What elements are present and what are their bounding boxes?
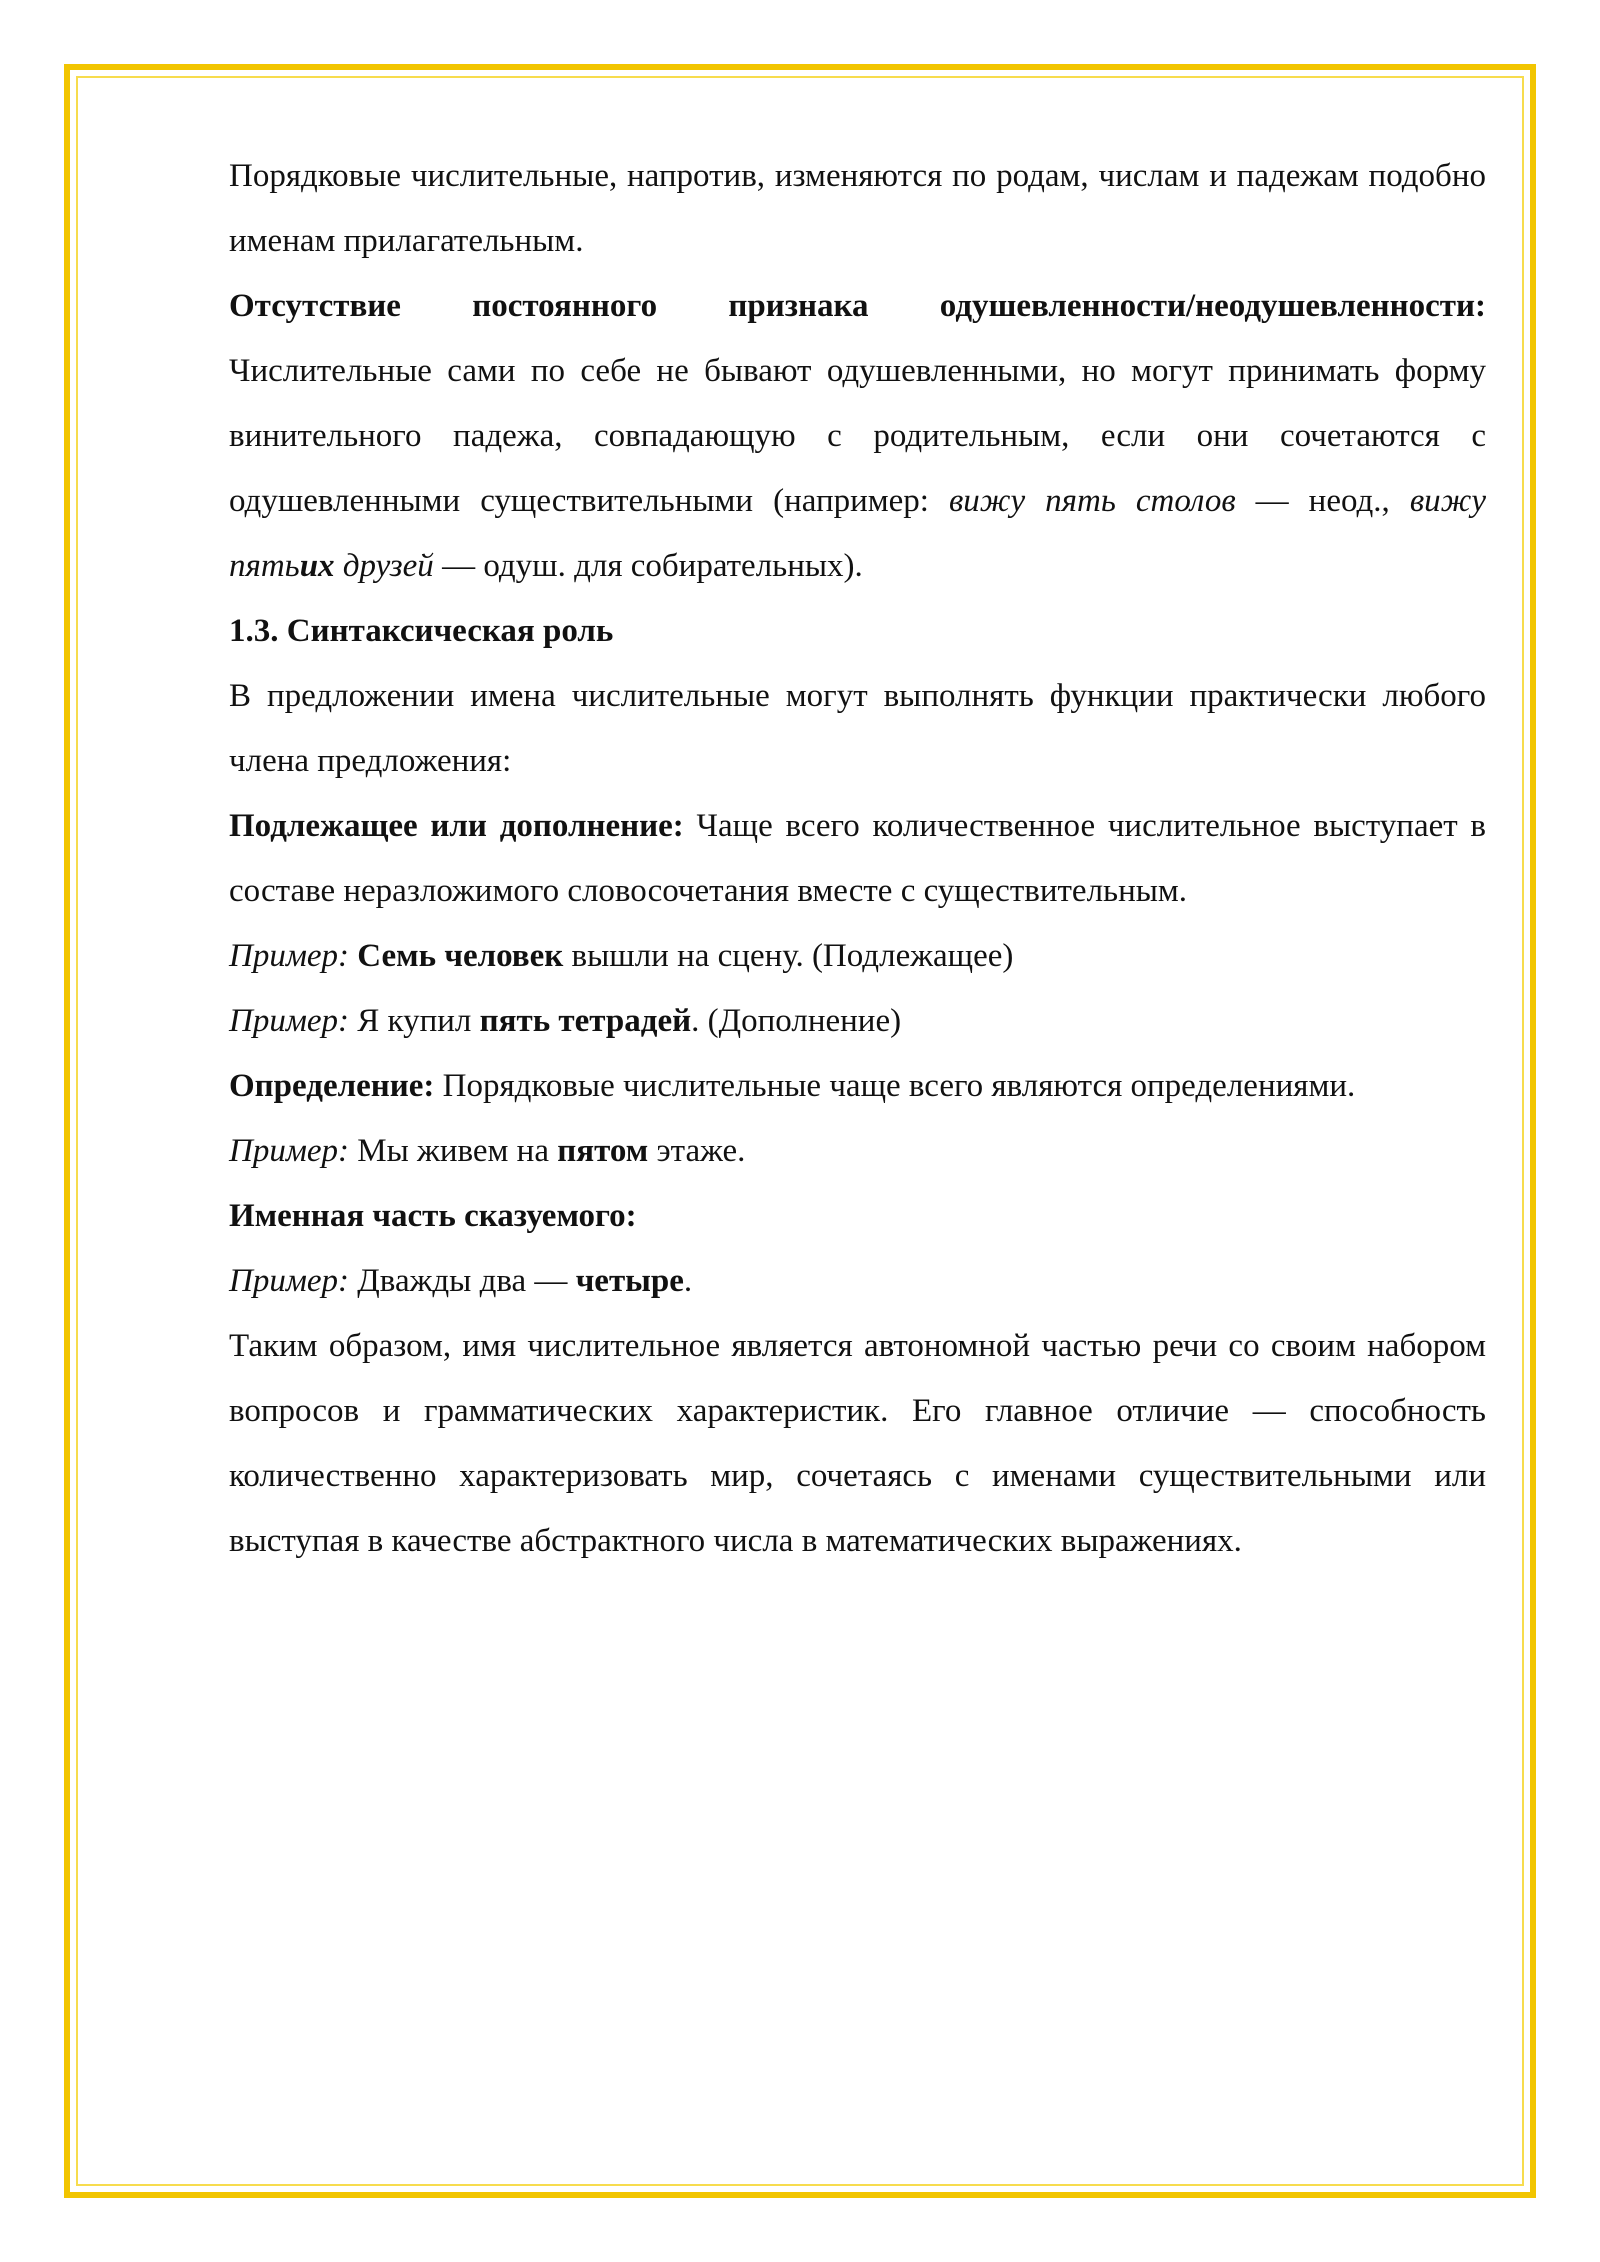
animacy-example-2a: вижу пять [229,483,1486,584]
animacy-text-3: — одуш. для собирательных). [433,548,863,584]
document-body [229,144,1486,1574]
example-object-pre: Я купил [349,1003,480,1039]
example-subject-rest: вышли на сцену. (Подлежащее) [563,938,1014,974]
attribute-label: Определение: [229,1068,435,1104]
example-object [229,989,1486,1054]
paragraph-syntax-intro: В предложении имена числительные могут выполнять функции практически любого члена предложения: [229,678,1486,779]
example-predicate-pre: Дважды два — [349,1263,576,1299]
example-object-rest: . (Дополнение) [691,1003,902,1039]
animacy-example-2c: друзей [334,548,434,584]
example-label: Пример: [229,938,350,974]
example-predicate-bold: четыре [575,1263,684,1299]
example-attribute-bold: пятом [557,1133,649,1169]
animacy-heading: Отсутствие постоянного признака одушевленности/неодушевленности: [229,288,1486,324]
example-attribute-rest: этаже. [648,1133,746,1169]
subject-object-text: Чаще всего количественное числительное выступает в составе неразложимого словосочетания вместе с существительным. [229,808,1486,909]
paragraph-conclusion: Таким образом, имя числительное является автономной частью речи со своим набором вопросов и грамматических характеристик. Его главное отличие — способность количественно характеризовать мир, сочетаясь с именами существительными или выступая в качестве абстрактного числа в математических выражениях. [229,1328,1486,1559]
example-label: Пример: [229,1003,350,1039]
animacy-text-1: Числительные сами по себе не бывают одушевленными, но могут принимать форму винительного падежа, совпадающую с родительным, если они сочетаются с одушевленными существительными (например: [229,353,1486,519]
section-title: 1.3. Синтаксическая роль [229,613,614,649]
paragraph-animacy [229,274,1486,599]
paragraph-ordinal-numerals: Порядковые числительные, напротив, изменяются по родам, числам и падежам подобно именам прилагательным. [229,158,1486,259]
animacy-text-2: — неод., [1235,483,1410,519]
example-subject-bold: Семь человек [357,938,564,974]
subject-object-label: Подлежащее или дополнение: [229,808,684,844]
example-predicate-rest: . [683,1263,693,1299]
example-label: Пример: [229,1133,350,1169]
animacy-example-2b: их [299,548,335,584]
animacy-example-1: вижу пять столов [948,483,1236,519]
predicate-label: Именная часть сказуемого: [229,1198,637,1234]
paragraph-attribute [229,1054,1486,1119]
example-object-bold: пять тетрадей [479,1003,692,1039]
attribute-text: Порядковые числительные чаще всего являются определениями. [434,1068,1356,1104]
example-label: Пример: [229,1263,350,1299]
example-predicate [229,1249,1486,1314]
example-attribute [229,1119,1486,1184]
paragraph-subject-object [229,794,1486,924]
example-subject [229,924,1486,989]
example-attribute-pre: Мы живем на [349,1133,558,1169]
